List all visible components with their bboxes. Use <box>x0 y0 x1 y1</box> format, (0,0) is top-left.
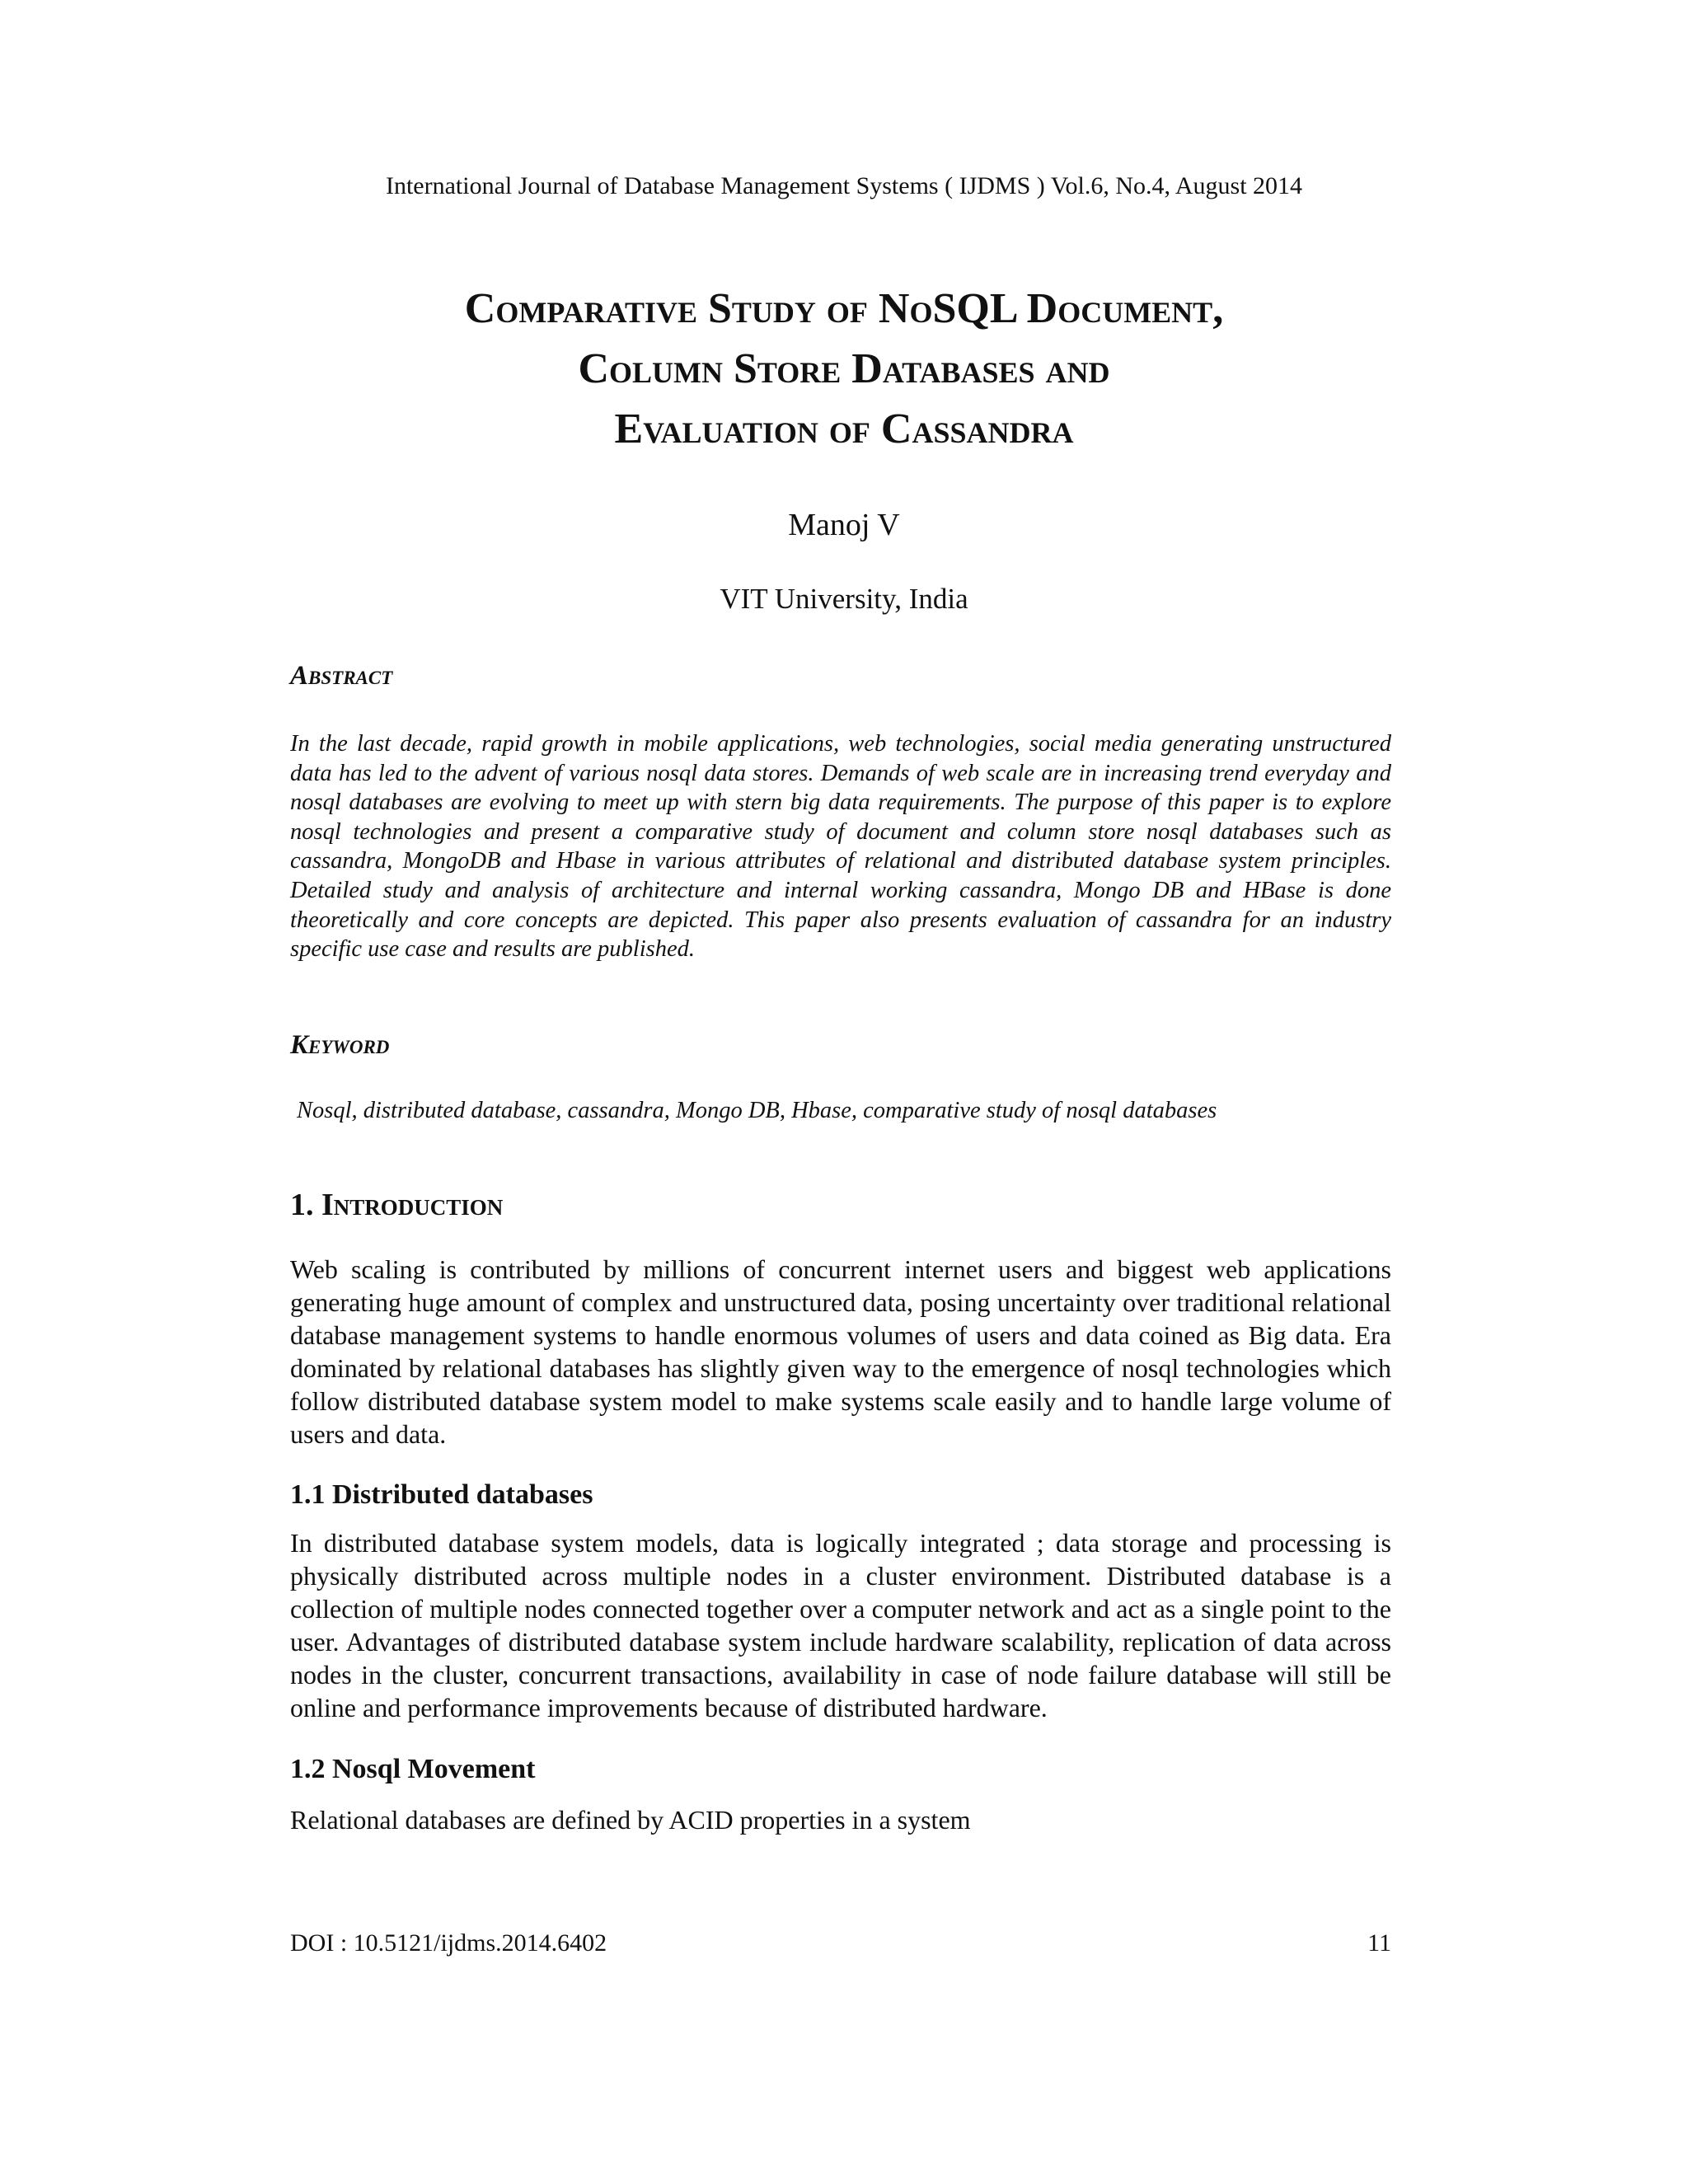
title-line-3: Evaluation of Cassandra <box>614 405 1074 452</box>
doi-footer: DOI : 10.5121/ijdms.2014.6402 <box>290 1929 607 1957</box>
nosql-movement-heading: 1.2 Nosql Movement <box>290 1754 536 1784</box>
author-name: Manoj V <box>788 508 900 542</box>
title-line-1: Comparative Study of NoSQL Document, <box>464 285 1224 332</box>
nosql-movement-paragraph: Relational databases are defined by ACID properties in a system <box>290 1805 971 1835</box>
introduction-heading: 1. Introduction <box>290 1188 504 1222</box>
running-header: International Journal of Database Management Systems ( IJDMS ) Vol.6, No.4, August 2014 <box>385 172 1303 199</box>
abstract-heading: Abstract <box>290 661 393 691</box>
author-affiliation: VIT University, India <box>720 583 968 615</box>
keyword-list: Nosql, distributed database, cassandra, Mongo DB, Hbase, comparative study of nosql databases <box>297 1098 1217 1123</box>
keyword-heading: Keyword <box>290 1030 390 1060</box>
abstract-body: In the last decade, rapid growth in mobile applications, web technologies, social media generating unstructured data has led to the advent of various nosql data stores. Demands of web scale are in increasing trend everyday and nosql databases are evolving to meet up with stern big data requirements. The purpose of this paper is to explore nosql technologies and present a comparative study of document and column store nosql databases such as cassandra, MongoDB and Hbase in various attributes of relational and distributed database system principles. Detailed study and analysis of architecture and internal working cassandra, Mongo DB and HBase is done theoretically and core concepts are depicted. This paper also presents evaluation of cassandra for an industry specific use case and results are published. <box>290 731 1391 963</box>
distributed-databases-heading: 1.1 Distributed databases <box>290 1479 593 1510</box>
introduction-paragraph: Web scaling is contributed by millions of concurrent internet users and biggest web applications generating huge amount of complex and unstructured data, posing uncertainty over traditional relational database management systems to handle enormous volumes of users and data coined as Big data. Era dominated by relational databases has slightly given way to the emergence of nosql technologies which follow distributed database system model to make systems scale easily and to handle large volume of users and data. <box>290 1254 1391 1449</box>
distributed-databases-paragraph: In distributed database system models, data is logically integrated ; data storage and processing is physically distributed across multiple nodes in a cluster environment. Distributed database is a collection of multiple nodes connected together over a computer network and act as a single point to the user. Advantages of distributed database system include hardware scalability, replication of data across nodes in the cluster, concurrent transactions, availability in case of node failure database will still be online and performance improvements because of distributed hardware. <box>290 1528 1391 1722</box>
page-number: 11 <box>1367 1929 1391 1957</box>
paper-title <box>165 279 1523 459</box>
title-line-2: Column Store Databases and <box>578 345 1110 392</box>
